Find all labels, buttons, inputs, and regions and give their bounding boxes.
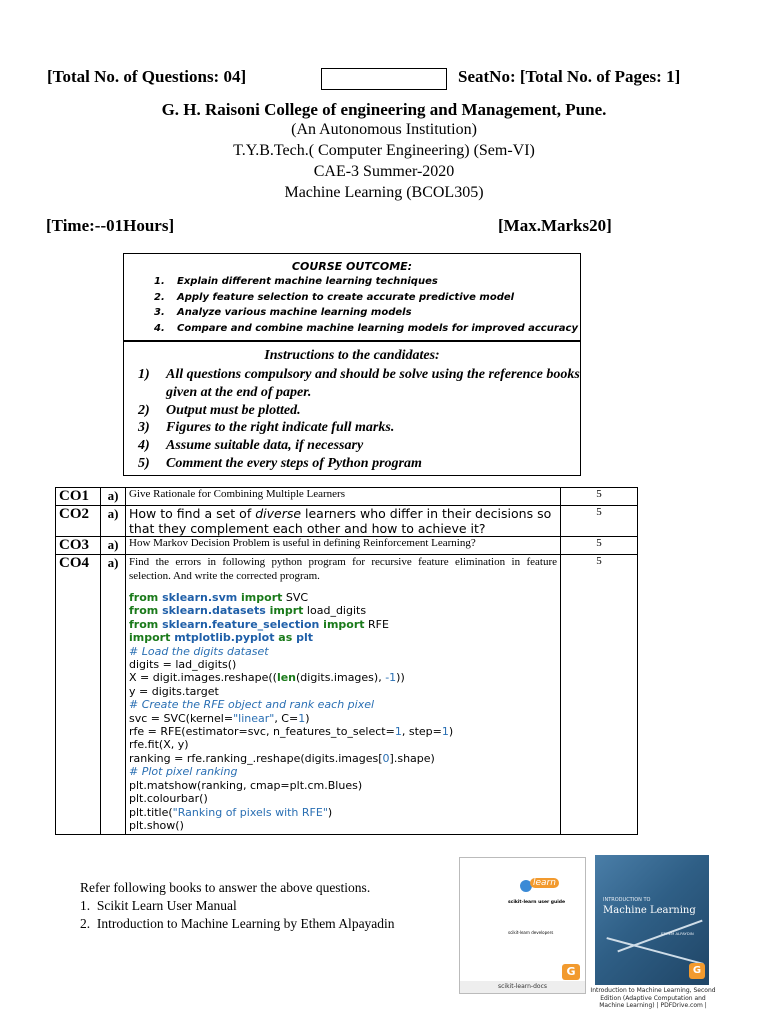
course-name: T.Y.B.Tech.( Computer Engineering) (Sem-VI) <box>233 142 535 159</box>
list-item: 1) All questions compulsory and should be solve using the reference books given at the end of paper. <box>138 367 580 400</box>
table-row <box>56 488 638 506</box>
course-outcome-list <box>124 274 580 336</box>
part-cell: a) <box>101 488 126 506</box>
book1-title: scikit-learn user guide <box>508 900 566 905</box>
code-block: from sklearn.svm import SVC from sklearn.datasets imprt load_digits from sklearn.feature_selection import RFE import mtplotlib.pyplot as plt # Load the digits dataset digits = lad_digits() X = digit.images.reshape((len(digits.images), -1)) y = digits.target # Create the RFE object and rank each pixel svc = SVC(kernel="linear", C=1) rfe = RFE(estimator=svc, n_features_to_select=1, step=1) rfe.fit(X, y) ranking = rfe.ranking_.reshape(digits.images[0].shape) # Plot pixel ranking plt.matshow(ranking, cmap=plt.cm.Blues) plt.colourbar() plt.title("Ranking of pixels with RFE") plt.show() <box>129 591 454 832</box>
list-item: 4. Compare and combine machine learning models for improved accuracy <box>154 322 578 334</box>
course-outcome-box <box>123 253 581 341</box>
list-item: 3. Analyze various machine learning models <box>154 307 412 318</box>
max-marks: [Max.Marks20] <box>498 216 612 235</box>
table-row <box>56 537 638 555</box>
college-name: G. H. Raisoni College of engineering and Management, Pune. <box>161 100 607 119</box>
book2-intro: INTRODUCTION TO <box>603 897 651 903</box>
marks-cell: 5 <box>561 537 638 555</box>
co-cell: CO3 <box>56 537 101 555</box>
book1-logo: learn <box>530 878 559 888</box>
publisher-logo-icon: G <box>689 963 705 979</box>
list-item: 1. Scikit Learn User Manual <box>80 898 237 913</box>
scikit-learn-book-cover <box>459 857 586 994</box>
exam-time: [Time:--01Hours] <box>46 216 175 235</box>
course-outcome-title: COURSE OUTCOME: <box>291 260 413 273</box>
publisher-logo-icon: G <box>562 964 580 980</box>
references-intro: Refer following books to answer the above questions. <box>80 880 371 895</box>
list-item: 1. Explain different machine learning techniques <box>154 276 438 287</box>
machine-learning-book-cover <box>595 855 709 985</box>
co-cell: CO4 <box>56 555 101 835</box>
question-cell: How to find a set of diverse learners who differ in their decisions so that they complement each other and how to achieve it? <box>126 506 561 537</box>
question-text: Find the errors in following python program for recursive feature elimination in feature selection. And write the corrected program. <box>129 556 557 582</box>
question-cell: Give Rationale for Combining Multiple Learners <box>126 488 561 506</box>
seat-no-pages: SeatNo: [Total No. of Pages: 1] <box>458 67 681 86</box>
total-questions: [Total No. of Questions: 04] <box>47 67 247 86</box>
questions-table <box>55 487 638 835</box>
seat-number-box <box>321 68 447 90</box>
question-cell <box>126 555 561 835</box>
list-item: 2. Introduction to Machine Learning by Ethem Alpayadin <box>80 916 395 931</box>
instructions-box <box>123 341 581 476</box>
table-row <box>56 555 638 835</box>
part-cell: a) <box>101 537 126 555</box>
list-item: 2) Output must be plotted. <box>138 402 301 418</box>
subject-name: Machine Learning (BCOL305) <box>284 184 484 201</box>
instructions-title: Instructions to the candidates: <box>264 348 440 363</box>
list-item: 3) Figures to the right indicate full marks. <box>138 420 395 436</box>
list-item: 5) Comment the every steps of Python program <box>138 455 422 471</box>
co-cell: CO1 <box>56 488 101 506</box>
list-item: 4) Assume suitable data, if necessary <box>138 438 364 454</box>
institution-subtitle: (An Autonomous Institution) <box>291 121 477 138</box>
exam-name: CAE-3 Summer-2020 <box>313 163 455 180</box>
list-item: 2. Apply feature selection to create accurate predictive model <box>154 291 515 303</box>
marks-cell: 5 <box>561 555 638 835</box>
question-cell: How Markov Decision Problem is useful in defining Reinforcement Learning? <box>126 537 561 555</box>
marks-cell: 5 <box>561 488 638 506</box>
part-cell: a) <box>101 506 126 537</box>
instructions-list <box>124 366 580 473</box>
table-row <box>56 506 638 537</box>
book1-authors: scikit-learn developers <box>508 930 554 935</box>
co-cell: CO2 <box>56 506 101 537</box>
book2-author: ETHEM ALPAYDIN <box>661 931 694 936</box>
book2-caption: Introduction to Machine Learning, Second Edition (Adaptive Computation and Machine Learning) | PDFDrive.com | <box>590 987 716 1009</box>
book1-footer: scikit-learn-docs <box>460 981 585 993</box>
part-cell: a) <box>101 555 126 835</box>
book2-title: Machine Learning <box>603 905 696 916</box>
marks-cell: 5 <box>561 506 638 537</box>
references <box>80 879 395 933</box>
